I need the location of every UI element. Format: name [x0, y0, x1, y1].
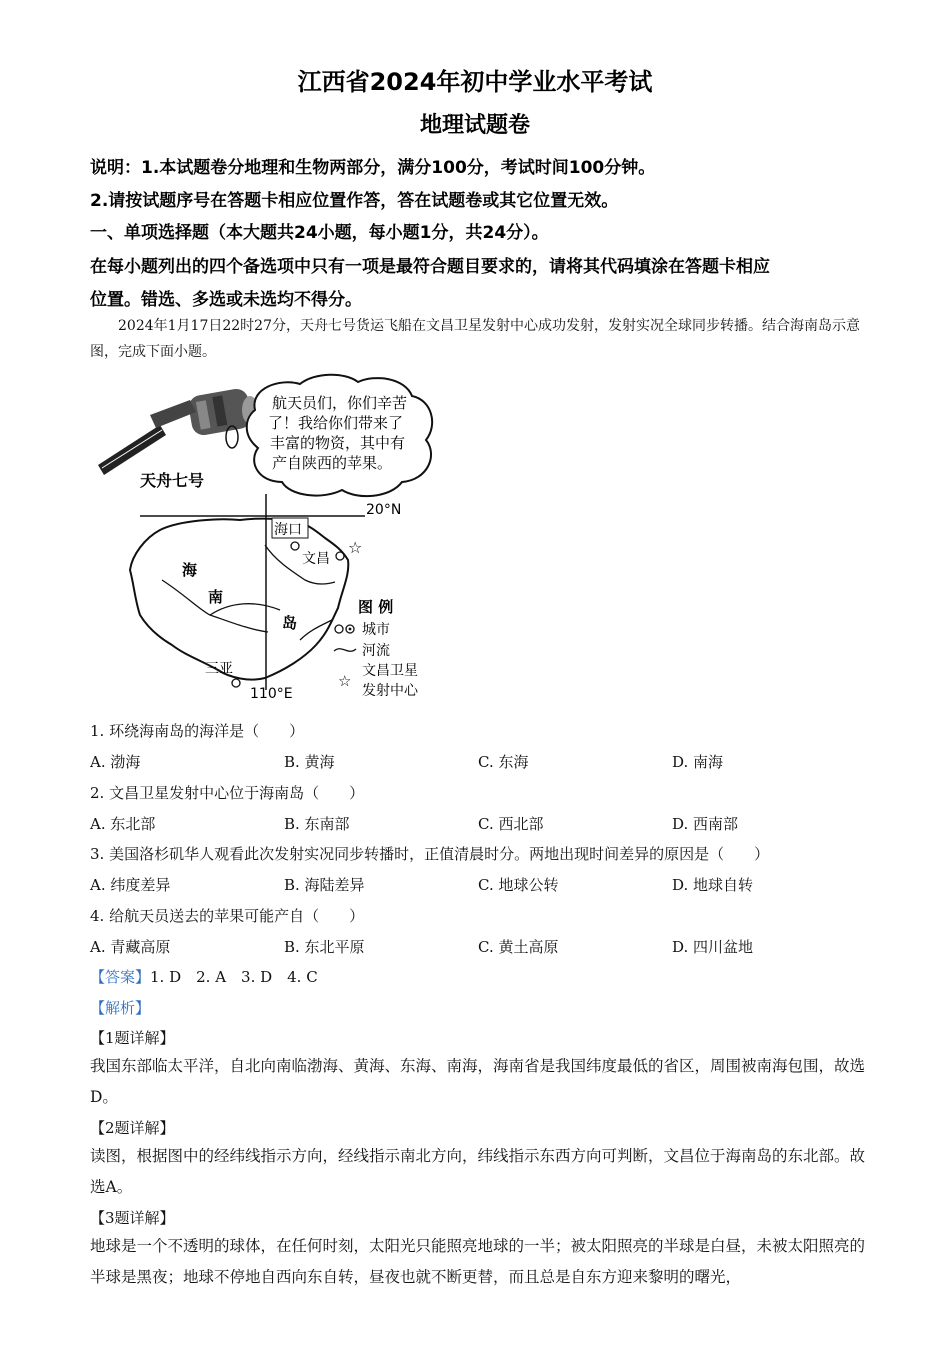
satellite-icon [98, 387, 258, 475]
question-1-stem: 1. 环绕海南岛的海洋是（ ） [90, 722, 305, 740]
q4-option-d: D. 四川盆地 [672, 938, 754, 956]
analysis-tag: 【解析】 [90, 999, 151, 1017]
answer-line [90, 966, 318, 987]
legend-river-label: 河流 [362, 643, 390, 659]
instruction-2: 2.请按试题序号在答题卡相应位置作答，答在试题卷或其它位置无效。 [90, 191, 619, 211]
island-label-2: 南 [208, 588, 224, 606]
q3-option-b: B. 海陆差异 [284, 876, 365, 894]
latitude-label: 20°N [366, 502, 402, 518]
legend-star-icon: ☆ [338, 672, 352, 690]
city-wenchang: 文昌 [302, 551, 330, 567]
speech-line-2: 了！我给你们带来了 [268, 414, 404, 432]
speech-line-4: 产自陕西的苹果。 [272, 454, 393, 472]
legend-title: 图 例 [358, 598, 394, 616]
detail-1-text: 我国东部临太平洋，自北向南临渤海、黄海、东海、南海，海南省是我国纬度最低的省区，周围被南海包围，故选D。 [90, 1057, 866, 1106]
q2-option-c: C. 西北部 [478, 815, 544, 833]
legend-center-label-1: 文昌卫星 [362, 663, 418, 679]
page-title: 江西省2024年初中学业水平考试 [297, 68, 653, 96]
legend-city-label: 城市 [362, 622, 390, 638]
q4-option-c: C. 黄土高原 [478, 938, 559, 956]
q1-option-a: A. 渤海 [90, 753, 141, 771]
q2-option-a: A. 东北部 [90, 815, 156, 833]
city-marker-haikou [291, 542, 299, 550]
detail-3-text: 地球是一个不透明的球体，在任何时刻，太阳光只能照亮地球的一半；被太阳照亮的半球是白昼，未被太阳照亮的半球是黑夜；地球不停地自西向东自转，昼夜也就不断更替，而且总是自东方迎来黎明的曙光， [90, 1237, 866, 1286]
legend-center-label-2: 发射中心 [362, 683, 418, 699]
legend-river-icon [334, 649, 356, 652]
hainan-island-outline [130, 519, 348, 680]
detail-3-heading: 【3题详解】 [90, 1209, 175, 1227]
instruction-1: 说明：1.本试题卷分地理和生物两部分，满分100分，考试时间100分钟。 [90, 158, 656, 178]
q2-option-b: B. 东南部 [284, 815, 350, 833]
river [210, 615, 268, 632]
answer-tag: 【答案】 [90, 968, 151, 986]
city-sanya: 三亚 [205, 661, 233, 677]
q3-option-d: D. 地球自转 [672, 876, 754, 894]
speech-line-3: 丰富的物资，其中有 [270, 434, 406, 452]
question-3-stem: 3. 美国洛杉矶华人观看此次发射实况同步转播时，正值清晨时分。两地出现时间差异的原因是（ ） [90, 845, 770, 863]
hainan-map-figure [90, 370, 460, 705]
detail-2-text: 读图，根据图中的经纬线指示方向，经线指示南北方向，纬线指示东西方向可判断，文昌位于海南岛的东北部。故选A。 [90, 1147, 866, 1196]
question-4-stem: 4. 给航天员送去的苹果可能产自（ ） [90, 907, 365, 925]
speech-line-1: 航天员们，你们辛苦 [272, 394, 408, 412]
detail-2-heading: 【2题详解】 [90, 1119, 175, 1137]
answer-text: 1. D 2. A 3. D 4. C [150, 968, 318, 986]
intro-paragraph: 2024年1月17日22时27分，天舟七号货运飞船在文昌卫星发射中心成功发射，发射实况全球同步转播。结合海南岛示意图，完成下面小题。 [90, 318, 860, 360]
instruction-3: 在每小题列出的四个备选项中只有一项是最符合题目要求的，请将其代码填涂在答题卡相应 [90, 257, 770, 277]
q3-option-c: C. 地球公转 [478, 876, 559, 894]
q1-option-c: C. 东海 [478, 753, 529, 771]
q4-option-b: B. 东北平原 [284, 938, 365, 956]
island-label-3: 岛 [282, 614, 298, 632]
launch-center-star-icon: ☆ [348, 538, 363, 557]
city-marker-wenchang [336, 552, 344, 560]
map-legend [334, 598, 419, 699]
page-subtitle: 地理试题卷 [419, 113, 530, 138]
section-heading: 一、单项选择题（本大题共24小题，每小题1分，共24分）。 [90, 223, 549, 243]
q4-option-a: A. 青藏高原 [90, 938, 171, 956]
detail-1-heading: 【1题详解】 [90, 1029, 175, 1047]
q1-option-b: B. 黄海 [284, 753, 335, 771]
city-haikou: 海口 [274, 522, 302, 538]
q1-option-d: D. 南海 [672, 753, 724, 771]
island-label-1: 海 [182, 561, 198, 579]
craft-label: 天舟七号 [140, 471, 205, 490]
longitude-label: 110°E [250, 686, 293, 702]
q3-option-a: A. 纬度差异 [90, 876, 171, 894]
q2-option-d: D. 西南部 [672, 815, 739, 833]
instruction-4: 位置。错选、多选或未选均不得分。 [90, 290, 362, 310]
city-marker-sanya [232, 679, 240, 687]
question-2-stem: 2. 文昌卫星发射中心位于海南岛（ ） [90, 784, 365, 802]
